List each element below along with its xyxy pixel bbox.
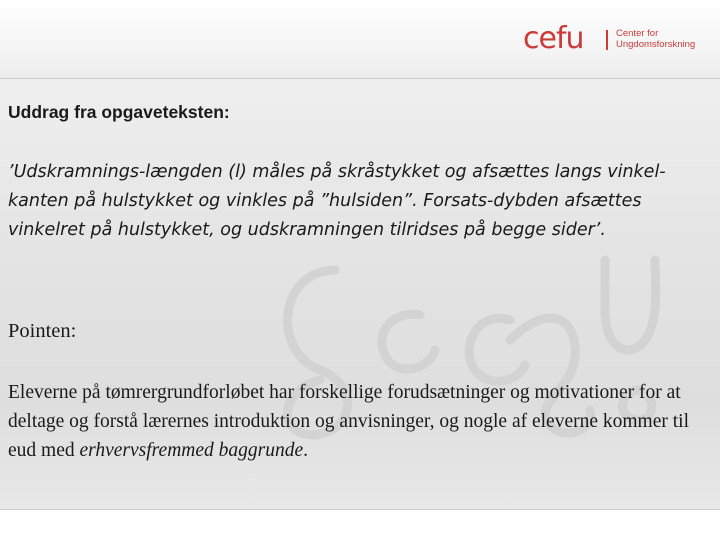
logo-subtitle-line2: Ungdomsforskning <box>616 39 696 50</box>
point-emphasis: erhvervsfremmed baggrunde <box>79 440 304 461</box>
logo-divider <box>606 30 608 50</box>
point-paragraph <box>8 378 714 465</box>
slide-header <box>0 0 720 78</box>
point-end: . <box>303 440 309 461</box>
task-quote: ’Udskramnings-længden (l) måles på skråstykket og afsættes langs vinkel-kanten på hulstykket og vinkles på ”hulsiden”. Forsats-dybden afsættes vinkelret på hulstykket, og udskramningen tilridses på begge sider’. <box>8 162 666 240</box>
point-heading: Pointen: <box>8 320 77 342</box>
logo-wordmark: cefu <box>523 21 584 56</box>
footer-divider <box>0 509 720 510</box>
excerpt-heading: Uddrag fra opgaveteksten: <box>8 102 230 122</box>
logo-subtitle <box>616 28 695 50</box>
point-text: Eleverne på tømrergrundforløbet har forskellige forudsætninger og motivationer for at deltage og forstå lærernes introduktion og anvisninger, og nogle af eleverne kommer til eud med <box>8 382 689 461</box>
logo-subtitle-line1: Center for <box>616 28 659 39</box>
